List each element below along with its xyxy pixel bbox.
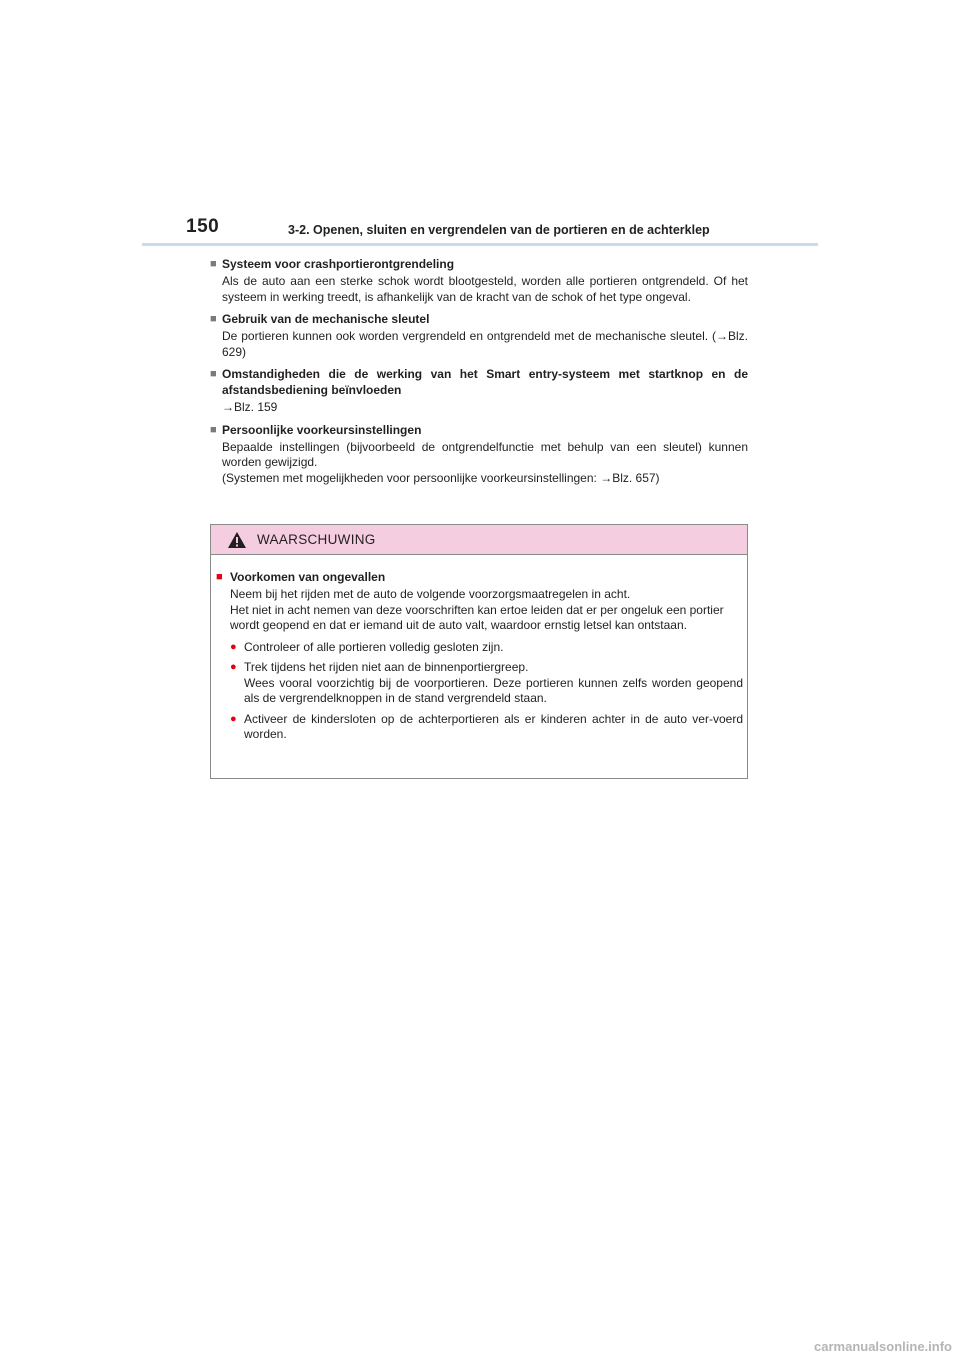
- square-icon: ■: [210, 313, 217, 325]
- page-reference: →Blz. 159: [222, 400, 278, 414]
- header-rule: [142, 243, 818, 246]
- bullet-text: Activeer de kindersloten op de achterportieren als er kinderen achter in de auto ver-voerd worden.: [244, 711, 743, 741]
- square-icon: ■: [210, 368, 217, 380]
- bullet-text: Wees vooral voorzichtig bij de voorportieren. Deze portieren kunnen zelfs worden geopend als de vergrendelknoppen in de stand vergrendeld staan.: [244, 675, 743, 705]
- bullet-dot-icon: ●: [230, 640, 237, 653]
- bullet-text: Trek tijdens het rijden niet aan de binnenportiergreep.: [244, 660, 529, 674]
- section-text: Bepaalde instellingen (bijvoorbeeld de ontgrendelfunctie met behulp van een sleutel) kunnen worden gewijzigd.: [222, 439, 748, 469]
- square-icon: ■: [210, 423, 217, 436]
- section-heading: Gebruik van de mechanische sleutel: [222, 312, 430, 326]
- square-icon: ■: [210, 258, 217, 270]
- bullet-text: Controleer of alle portieren volledig gesloten zijn.: [244, 639, 504, 654]
- bullet-dot-icon: ●: [230, 712, 237, 725]
- section-heading: Systeem voor crashportierontgrendeling: [222, 257, 455, 271]
- list-item: [226, 712, 743, 743]
- warning-heading: Voorkomen van ongevallen: [230, 570, 386, 584]
- section-text: Als de auto aan een sterke schok wordt blootgesteld, worden alle portieren ontgrendeld. Of het systeem in werking treedt, is afhankelijk van de kracht van de schok of het type ongeval.: [222, 274, 748, 304]
- section-heading: Omstandigheden die de werking van het Smart entry-systeem met startknop en de afstandsbediening beïnvloeden: [222, 367, 748, 397]
- chapter-title: 3-2. Openen, sluiten en vergrendelen van de portieren en de achterklep: [288, 223, 710, 237]
- warning-box: [210, 524, 748, 779]
- section-crash-unlock: [210, 256, 748, 305]
- warning-title: WAARSCHUWING: [257, 532, 376, 547]
- page-header: [142, 212, 818, 248]
- warning-bullet-list: [216, 640, 743, 743]
- list-item: [226, 640, 743, 656]
- main-content: [210, 256, 748, 492]
- page-number: 150: [186, 216, 220, 237]
- section-smart-entry: [210, 366, 748, 416]
- warning-triangle-icon: [227, 531, 247, 549]
- warning-text: Neem bij het rijden met de auto de volgende voorzorgsmaatregelen in acht.: [230, 587, 631, 601]
- section-heading: Persoonlijke voorkeursinstellingen: [222, 422, 422, 437]
- section-text: De portieren kunnen ook worden vergrendeld en ontgrendeld met de mechanische sleutel. (→Blz. 629): [222, 329, 748, 359]
- warning-header: [211, 525, 747, 555]
- section-mechanical-key: [210, 311, 748, 360]
- square-icon: ■: [216, 571, 223, 583]
- warning-text: Het niet in acht nemen van deze voorschriften kan ertoe leiden dat er per ongeluk een portier wordt geopend en dat er iemand uit de auto valt, waardoor ernstig letsel kan ontstaan.: [230, 602, 724, 632]
- section-text: (Systemen met mogelijkheden voor persoonlijke voorkeursinstellingen: →Blz. 657): [222, 470, 660, 485]
- bullet-dot-icon: ●: [230, 661, 237, 673]
- watermark: carmanualsonline.info: [814, 1339, 952, 1354]
- section-personal-settings: [210, 422, 748, 487]
- list-item: [226, 660, 743, 707]
